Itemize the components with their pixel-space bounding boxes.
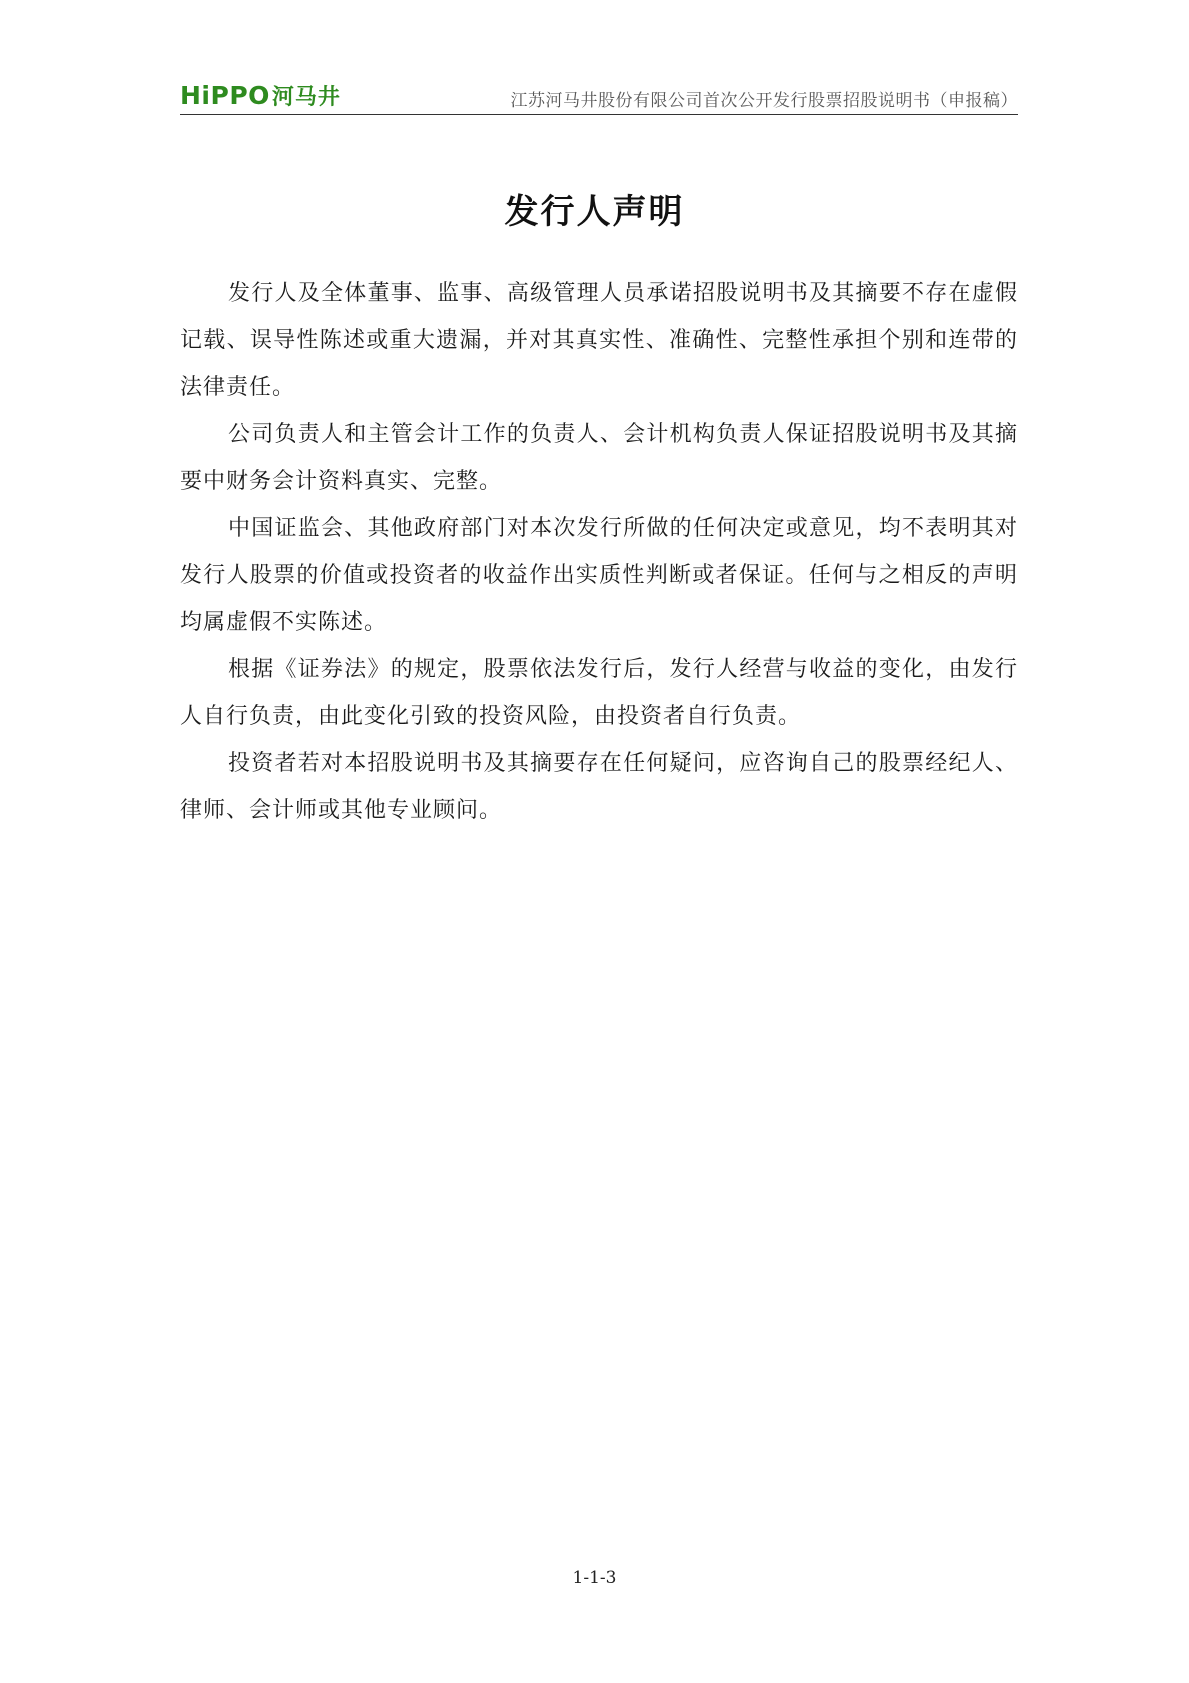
logo-latin-text: HiPPO [180,80,270,110]
header-document-title: 江苏河马井股份有限公司首次公开发行股票招股说明书（申报稿） [510,91,1018,111]
declaration-body [180,270,1018,834]
page-header [180,78,1018,115]
paragraph-3: 中国证监会、其他政府部门对本次发行所做的任何决定或意见，均不表明其对发行人股票的价值或投资者的收益作出实质性判断或者保证。任何与之相反的声明均属虚假不实陈述。 [180,516,1018,635]
paragraph-2: 公司负责人和主管会计工作的负责人、会计机构负责人保证招股说明书及其摘要中财务会计资料真实、完整。 [180,422,1018,494]
paragraph-5: 投资者若对本招股说明书及其摘要存在任何疑问，应咨询自己的股票经纪人、律师、会计师或其他专业顾问。 [180,751,1018,823]
logo-chinese-text: 河马井 [271,84,341,110]
paragraph-4: 根据《证券法》的规定，股票依法发行后，发行人经营与收益的变化，由发行人自行负责，由此变化引致的投资风险，由投资者自行负责。 [180,657,1018,729]
page-title: 发行人声明 [504,192,685,232]
paragraph-1: 发行人及全体董事、监事、高级管理人员承诺招股说明书及其摘要不存在虚假记载、误导性陈述或重大遗漏，并对其真实性、准确性、完整性承担个别和连带的法律责任。 [180,281,1018,400]
company-logo [180,78,341,112]
page-number: 1-1-3 [572,1568,617,1588]
